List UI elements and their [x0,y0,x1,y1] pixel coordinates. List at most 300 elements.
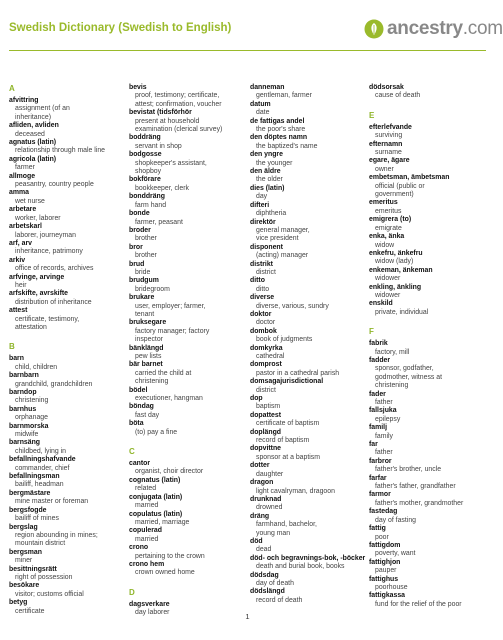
dictionary-entry [250,134,366,151]
entry-definition: day of death [256,579,294,587]
entry-term: enskild [369,300,393,308]
entry-definition: widower [375,291,401,299]
dictionary-entry [369,141,485,158]
entry-term: direktör [250,218,276,226]
dictionary-entry [129,176,245,193]
dictionary-entry [250,277,366,294]
entry-term: afvittring [9,97,39,104]
entry-term: arkiv [9,256,26,264]
dictionary-entry [250,395,366,412]
entry-term: bevis [129,84,147,91]
entry-term: egare, ägare [369,157,410,165]
entry-term: bruksegare [129,319,167,327]
dictionary-entry [250,555,366,572]
entry-definition: shopkeeper's assistant, [135,159,207,167]
entry-term: arfvinge, arvinge [9,273,65,281]
entry-term: arfskifte, avrskifte [9,290,68,298]
entry-term: broder [129,226,151,234]
dictionary-entry [9,173,125,190]
dictionary-entry [369,300,485,317]
dictionary-entry [9,456,125,473]
entry-definition: father [375,399,393,406]
entry-definition: peasantry, country people [15,181,94,189]
entry-definition: young man [256,529,291,537]
entry-term: bergsfogde [9,506,47,514]
dictionary-entry [9,206,125,223]
entry-term: dombok [250,327,277,335]
entry-term: familj [369,424,387,432]
dictionary-entry [9,355,125,372]
entry-definition: sponsor at a baptism [256,453,320,461]
entry-definition: bridegroom [135,285,170,293]
entry-definition: examination (clerical survey) [135,126,223,134]
entry-definition: heir [15,281,27,289]
entry-term: barnsäng [9,439,41,447]
entry-definition: attest; confirmation, voucher [135,100,222,108]
entry-definition: private, individual [375,308,429,316]
dictionary-entry [9,473,125,490]
entry-definition: proof, testimony; certificate, [135,92,220,100]
dictionary-entry [369,491,485,508]
entry-definition: the baptized's name [256,142,318,150]
entry-term: enkling, änkling [369,283,422,291]
dictionary-entry [129,527,245,544]
dictionary-entry [129,193,245,210]
entry-definition: relationship through male line [15,147,106,155]
entry-definition: visitor; customs official [15,590,84,598]
entry-term: brudgum [129,277,159,285]
entry-definition: married [135,535,159,543]
entry-term: danneman [250,84,285,91]
entry-term: bror [129,243,143,251]
entry-term: de fattigas andel [250,117,305,125]
dictionary-entry [250,513,366,538]
entry-term: fattig [369,525,386,533]
entry-definition: day [256,193,268,201]
entry-term: den yngre [250,151,283,159]
entry-term: enka, änka [369,233,405,241]
dictionary-entry [129,345,245,362]
entry-definition: official (public or [375,182,425,190]
entry-term: fabrik [369,340,388,348]
dictionary-entry [9,566,125,583]
dictionary-column-1 [9,84,125,616]
entry-term: dop [250,395,263,403]
entry-term: farbror [369,457,392,465]
entry-term: doplängd [250,428,282,436]
dictionary-entry [369,559,485,576]
entry-term: fastedag [369,508,398,516]
dictionary-entry [369,124,485,141]
entry-term: bergsman [9,548,42,556]
entry-definition: widower [375,275,401,283]
dictionary-entry [9,372,125,389]
dictionary-entry [129,511,245,528]
entry-definition: factory manager; factory [135,327,210,335]
entry-definition: father's mother, grandmother [375,499,464,507]
page-title: Swedish Dictionary (Swedish to English) [9,22,232,34]
dictionary-entry [9,290,125,307]
entry-term: fallsjuka [369,407,397,415]
entry-term: far [369,441,378,449]
entry-definition: the younger [256,159,293,167]
entry-term: cantor [129,460,151,468]
entry-definition: deceased [15,130,45,138]
dictionary-entry [129,561,245,578]
entry-definition: (acting) manager [256,252,309,260]
dictionary-entry [369,525,485,542]
entry-term: attest [9,307,28,315]
dictionary-entry [129,361,245,386]
dictionary-column-2 [129,84,245,618]
entry-term: conjugata (latin) [129,493,183,501]
entry-term: bär barnet [129,361,163,369]
dictionary-entry [250,84,366,101]
entry-term: bonde [129,210,150,218]
entry-term: dödsdag [250,571,279,579]
entry-term: bodgosse [129,151,162,159]
dictionary-entry [129,387,245,404]
entry-definition: book of judgments [256,336,313,344]
entry-term: allmoge [9,172,36,180]
entry-definition: executioner, hangman [135,395,203,403]
entry-term: dräng [250,512,270,520]
entry-definition: certificate of baptism [256,420,320,428]
entry-term: crono hem [129,560,165,568]
dictionary-entry [250,168,366,185]
entry-definition: widow [375,241,395,249]
entry-term: befallningsman [9,473,60,481]
entry-term: bödel [129,386,148,394]
entry-term: doktor [250,310,272,318]
entry-definition: right of possession [15,573,73,581]
dictionary-entry [250,118,366,135]
entry-term: barndop [9,389,37,396]
entry-term: bänklängd [129,344,164,352]
entry-definition: family [375,432,393,440]
dictionary-entry [250,311,366,328]
entry-term: afliden, avliden [9,122,59,130]
entry-definition: daughter [256,470,284,478]
ancestry-logo [364,18,503,40]
entry-term: farmor [369,491,391,499]
dictionary-entry [9,257,125,274]
entry-term: brud [129,260,145,268]
entry-term: dragon [250,479,274,487]
entry-definition: christening [375,382,409,390]
dictionary-entry [369,250,485,267]
entry-term: bevistat (tidsförhör [129,109,192,117]
entry-definition: mountain district [15,540,66,548]
dictionary-entry [369,592,485,609]
dictionary-entry [129,151,245,176]
entry-term: disponent [250,243,283,251]
dictionary-entry [129,294,245,319]
section-letter: F [369,327,374,337]
entry-definition: attestation [15,323,47,331]
entry-definition: (to) pay a fine [135,428,178,436]
entry-term: arbetskarl [9,223,42,231]
section-letter: B [9,342,15,352]
entry-definition: child, children [15,363,58,371]
entry-definition: district [256,268,276,276]
dictionary-entry [369,157,485,174]
entry-definition: vice president [256,235,299,243]
entry-term: den äldre [250,168,281,176]
entry-term: bergmästare [9,489,51,497]
dictionary-entry [369,340,485,357]
entry-term: crono [129,544,149,552]
entry-definition: poorhouse [375,583,408,591]
dictionary-entry [369,424,485,441]
dictionary-entry [129,227,245,244]
entry-definition: father's father, grandfather [375,483,456,491]
entry-definition: date [256,109,270,117]
entry-definition: record of baptism [256,437,310,445]
entry-term: emigrera (to) [369,216,412,224]
entry-term: dopattest [250,411,282,419]
dictionary-entry [9,122,125,139]
entry-definition: cathedral [256,353,285,360]
entry-definition: married [135,502,159,510]
entry-definition: childbed, lying in [15,447,66,455]
leaf-icon [364,19,384,39]
dictionary-entry [369,284,485,301]
entry-definition: related [135,485,157,493]
dictionary-entry [9,423,125,440]
entry-definition: commander, chief [15,464,70,472]
dictionary-entry [369,542,485,559]
dictionary-entry [250,328,366,345]
entry-definition: epilepsy [375,415,401,423]
entry-term: bergslag [9,523,38,531]
entry-term: barnmorska [9,422,49,430]
dictionary-entry [129,477,245,494]
dictionary-entry [129,244,245,261]
entry-term: betyg [9,599,28,607]
entry-definition: grandchild, grandchildren [15,380,93,388]
header-rule [9,50,486,51]
entry-definition: christening [135,378,169,386]
entry-term: dödsorsak [369,84,404,91]
entry-definition: laborer, journeyman [15,231,76,239]
entry-term: fattighjon [369,558,401,566]
entry-term: befallningshafvande [9,456,76,464]
entry-term: copulatus (latin) [129,510,183,518]
entry-definition: emeritus [375,207,402,215]
dictionary-entry [129,210,245,227]
entry-definition: office of records, archives [15,265,94,273]
entry-definition: pertaining to the crown [135,552,205,560]
dictionary-entry [369,458,485,475]
dictionary-entry [129,420,245,437]
dictionary-entry [250,378,366,395]
entry-definition: day of fasting [375,516,416,524]
entry-definition: farmhand, bachelor, [256,521,317,529]
entry-definition: organist, choir director [135,468,204,476]
entry-definition: poverty, want [375,550,416,558]
entry-definition: region abounding in mines; [15,531,98,539]
entry-definition: user, employer; farmer, [135,302,206,310]
dictionary-entry [369,84,485,101]
dictionary-entry [9,439,125,456]
entry-definition: brother [135,235,157,243]
entry-term: fattigdom [369,541,401,549]
entry-definition: wet nurse [15,197,45,205]
entry-definition: pauper [375,567,397,575]
dictionary-entry [129,134,245,151]
entry-term: böta [129,420,144,428]
entry-term: cognatus (latin) [129,476,181,484]
entry-definition: bailiff, headman [15,481,64,489]
entry-term: efternamn [369,140,403,148]
entry-definition: pew lists [135,353,162,360]
entry-term: arbetare [9,206,37,214]
entry-term: död [250,537,263,545]
entry-definition: brother [135,252,157,260]
entry-term: distrikt [250,260,273,268]
entry-term: dopvittne [250,445,282,453]
dictionary-entry [9,189,125,206]
dictionary-entry [250,412,366,429]
entry-definition: orphanage [15,414,48,422]
entry-definition: surname [375,149,402,157]
entry-definition: godmother, witness at [375,373,443,381]
dictionary-entry [369,407,485,424]
entry-definition: light cavalryman, dragoon [256,487,335,495]
dictionary-entry [129,109,245,134]
entry-definition: crown owned home [135,569,195,577]
entry-term: barnbarn [9,372,39,380]
dictionary-column-4 [369,84,485,609]
dictionary-entry [9,549,125,566]
entry-term: agnatus (latin) [9,139,57,147]
entry-term: efterlefvande [369,123,412,131]
dictionary-entry [9,307,125,332]
entry-term: död- och begravnings-bok, -böcker [250,554,366,562]
entry-definition: father [375,449,393,457]
section-letter: E [369,110,375,120]
entry-term: barn [9,355,24,363]
entry-definition: the poor's share [256,126,306,134]
entry-term: domprost [250,361,282,369]
entry-definition: fund for the relief of the poor [375,600,462,608]
dictionary-entry [369,576,485,593]
dictionary-entry [129,544,245,561]
entry-term: ditto [250,277,265,285]
entry-term: embetsman, ämbetsman [369,174,450,182]
entry-definition: bailiff of mines [15,515,59,523]
entry-definition: poor [375,533,389,541]
dictionary-entry [369,199,485,216]
entry-term: copulerad [129,527,162,535]
entry-definition: married, marriage [135,518,190,526]
entry-definition: widow (lady) [375,258,414,266]
entry-definition: owner [375,165,394,173]
dictionary-entry [250,496,366,513]
entry-definition: death and burial book, books [256,563,345,571]
dictionary-entry [369,357,485,391]
entry-definition: diphtheria [256,210,287,218]
entry-term: barnhus [9,405,37,413]
dictionary-entry [9,490,125,507]
dictionary-entry [250,261,366,278]
dictionary-entry [9,240,125,257]
entry-term: domkyrka [250,344,283,352]
entry-definition: government) [375,191,414,199]
section-letter: C [129,447,135,457]
entry-definition: miner [15,557,33,565]
dictionary-entry [369,267,485,284]
entry-term: besittningsrätt [9,565,57,573]
dictionary-entry [369,508,485,525]
entry-definition: certificate, testimony, [15,315,80,323]
entry-definition: present at household [135,117,200,125]
entry-term: böndag [129,403,154,411]
dictionary-entry [250,151,366,168]
dictionary-entry [129,403,245,420]
entry-term: besökare [9,582,40,590]
entry-term: emeritus [369,199,398,207]
dictionary-entry [369,216,485,233]
entry-term: fadder [369,356,391,364]
dictionary-entry [9,507,125,524]
section-letter: D [129,587,135,597]
entry-term: fattigkassa [369,592,406,600]
entry-definition: emigrate [375,224,402,232]
dictionary-entry [9,406,125,423]
entry-definition: inheritance) [15,113,52,121]
entry-term: difteri [250,201,270,209]
entry-term: agricola (latin) [9,155,57,163]
dictionary-entry [250,588,366,605]
dictionary-entry [369,475,485,492]
dictionary-entry [129,494,245,511]
entry-definition: drowned [256,504,283,512]
entry-definition: bride [135,268,151,276]
dictionary-entry [250,479,366,496]
entry-definition: day laborer [135,609,170,617]
dictionary-entry [250,244,366,261]
dictionary-entry [250,361,366,378]
entry-definition: record of death [256,596,303,604]
entry-definition: tenant [135,310,155,318]
entry-term: boddräng [129,134,161,142]
dictionary-entry [369,174,485,199]
entry-definition: the older [256,176,283,184]
entry-term: farfar [369,474,387,482]
entry-definition: midwife [15,431,39,439]
entry-term: den döptes namn [250,134,308,142]
entry-term: bonddräng [129,193,165,201]
logo-wordmark: ancestry.com [387,18,503,39]
dictionary-entry [369,441,485,458]
dictionary-entry [129,84,245,109]
dictionary-entry [9,139,125,156]
dictionary-entry [9,97,125,122]
dictionary-entry [9,274,125,291]
dictionary-entry [250,429,366,446]
entry-term: drunknad [250,495,282,503]
entry-definition: carried the child at [135,369,192,377]
entry-definition: inheritance, patrimony [15,248,83,256]
entry-definition: general manager, [256,226,310,234]
dictionary-entry [9,156,125,173]
entry-term: enkefru, änkefru [369,249,423,257]
entry-term: arf, arv [9,239,32,247]
entry-definition: ditto [256,285,270,293]
entry-term: bokförare [129,176,161,184]
